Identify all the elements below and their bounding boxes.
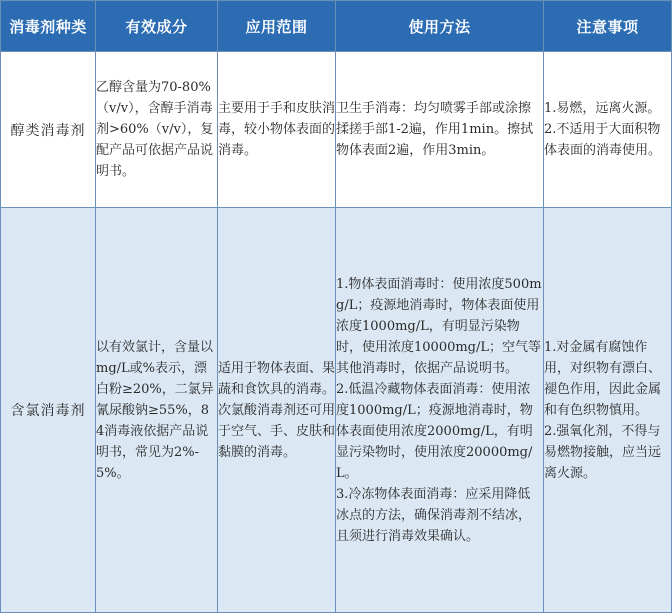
kind-cell: 醇类消毒剂 [1, 52, 96, 208]
note-line: 2.不适用于大面积物体表面的消毒使用。 [544, 122, 662, 158]
ingredient-cell: 乙醇含量为70-80%（v/v），含醇手消毒剂>60%（v/v），复配产品可依据产品说明书。 [96, 52, 218, 208]
note-line: 2.强氧化剂，不得与易燃物接触，应当远离火源。 [544, 423, 662, 481]
notes-cell [544, 208, 672, 613]
header-notes: 注意事项 [544, 1, 672, 52]
header-usage: 使用方法 [336, 1, 544, 52]
header-kind: 消毒剂种类 [1, 1, 96, 52]
note-line: 1.易燃，远离火源。 [544, 101, 661, 116]
kind-cell: 含氯消毒剂 [1, 208, 96, 613]
ingredient-cell: 以有效氯计，含量以mg/L或%表示，漂白粉≥20%，二氯异氰尿酸钠≥55%，84消毒液依据产品说明书，常见为2%-5%。 [96, 208, 218, 613]
usage-cell [336, 208, 544, 613]
header-ingredient: 有效成分 [96, 1, 218, 52]
usage-line: 卫生手消毒：均匀喷雾手部或涂擦揉搓手部1-2遍，作用1min。擦拭物体表面2遍，作用3min。 [336, 101, 534, 158]
notes-cell [544, 52, 672, 208]
note-line: 1.对金属有腐蚀作用，对织物有漂白、褪色作用，因此金属和有色织物慎用。 [544, 339, 662, 418]
scope-cell: 主要用于手和皮肤消毒，较小物体表面的消毒。 [218, 52, 336, 208]
usage-line: 3.冷冻物体表面消毒：应采用降低冰点的方法，确保消毒剂不结冰，且须进行消毒效果确认。 [336, 486, 532, 544]
table-row [1, 208, 672, 613]
usage-line: 1.物体表面消毒时：使用浓度500mg/L；疫源地消毒时，物体表面使用浓度1000mg/L，有明显污染物时，使用浓度10000mg/L；空气等其他消毒时，依据产品说明书。 [336, 276, 542, 376]
usage-line: 2.低温冷藏物体表面消毒：使用浓度1000mg/L；疫源地消毒时，物体表面使用浓度2000mg/L，有明显污染物时，使用浓度20000mg/L。 [336, 381, 533, 481]
table-row [1, 52, 672, 208]
table-header-row [1, 1, 672, 52]
scope-cell: 适用于物体表面、果蔬和食饮具的消毒。次氯酸消毒剂还可用于空气、手、皮肤和黏膜的消毒。 [218, 208, 336, 613]
header-scope: 应用范围 [218, 1, 336, 52]
usage-cell [336, 52, 544, 208]
